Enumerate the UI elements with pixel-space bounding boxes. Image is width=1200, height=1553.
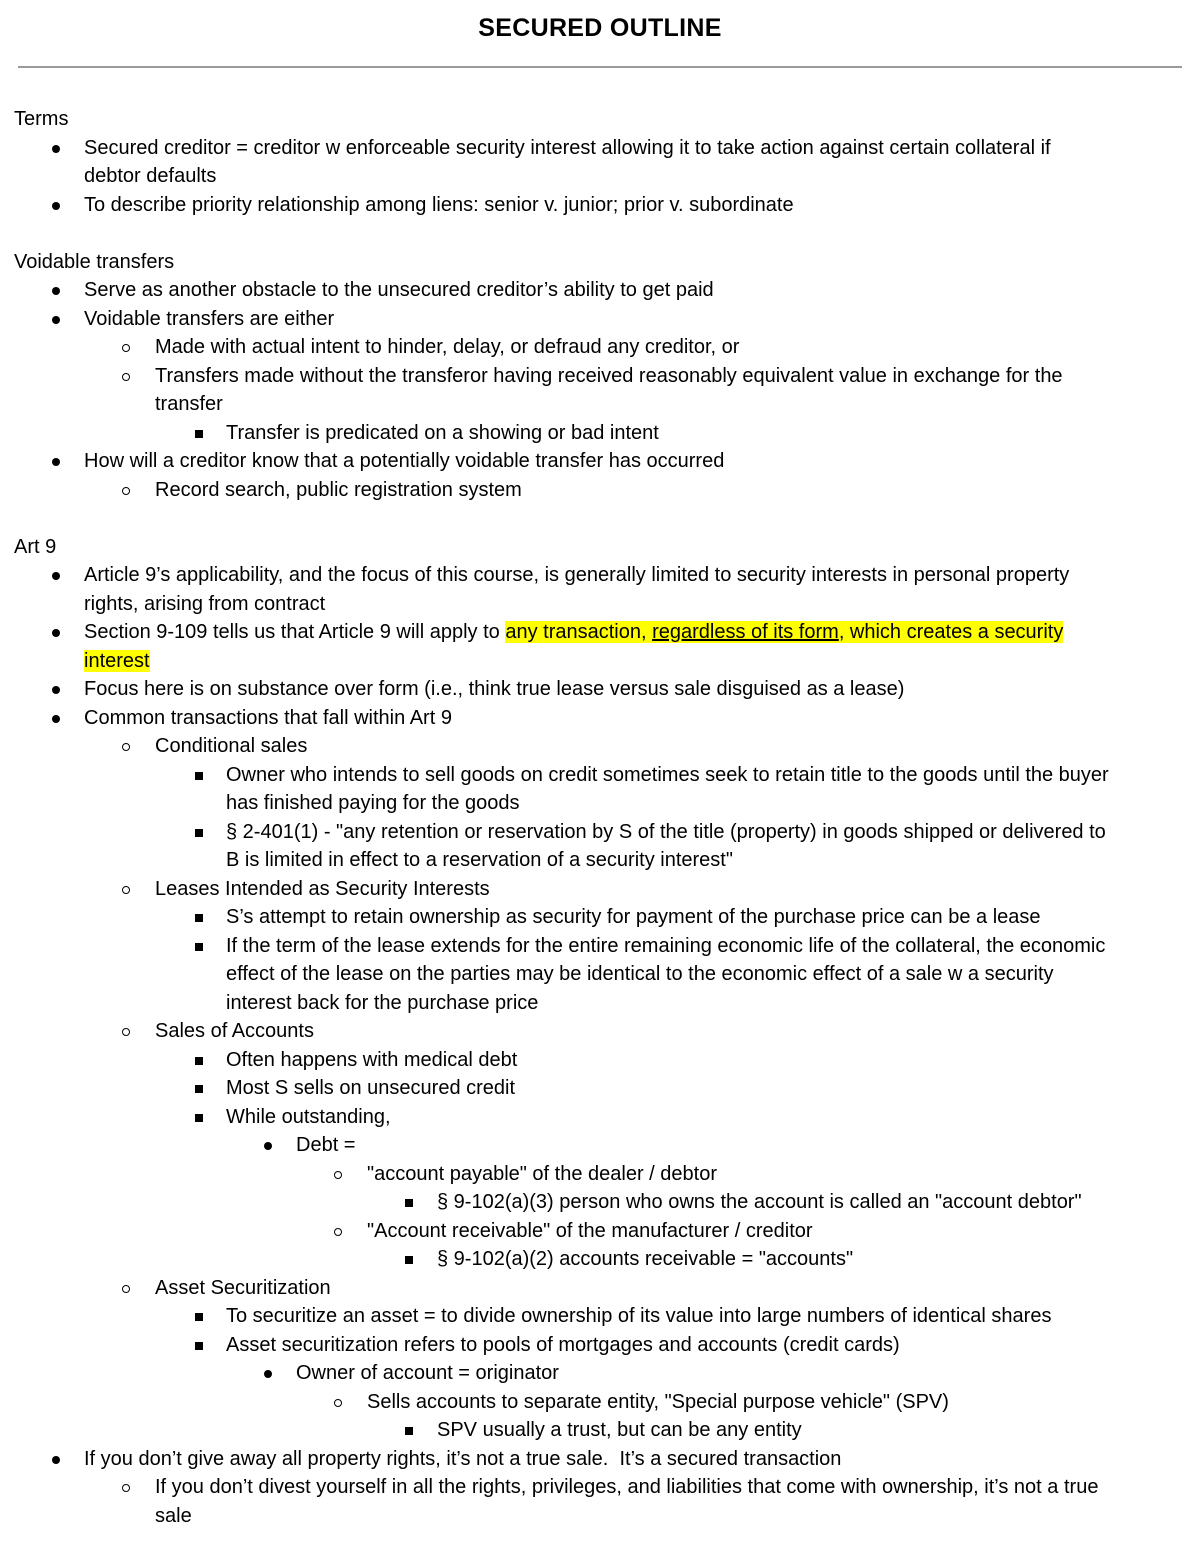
- bullet-square-icon: [403, 1188, 417, 1217]
- bullet-square-icon: [193, 1302, 207, 1331]
- list-item: Debt =: [0, 1131, 1200, 1160]
- bullet-square-icon: [193, 932, 207, 961]
- list-item: Transfers made without the transferor having received reasonably equivalent value in exchange for the: [0, 362, 1200, 391]
- bullet-square-icon: [193, 419, 207, 448]
- list-item: Serve as another obstacle to the unsecured creditor’s ability to get paid: [0, 276, 1200, 305]
- list-item: § 9-102(a)(3) person who owns the account is called an "account debtor": [0, 1188, 1200, 1217]
- list-item: Most S sells on unsecured credit: [0, 1074, 1200, 1103]
- section-heading-voidable-transfers: Voidable transfers: [14, 250, 175, 273]
- highlighted-text: any transaction,: [505, 621, 653, 643]
- list-item: Asset securitization refers to pools of mortgages and accounts (credit cards): [0, 1331, 1200, 1360]
- list-item: S’s attempt to retain ownership as security for payment of the purchase price can be a lease: [0, 903, 1200, 932]
- bullet-disc-icon: [50, 305, 64, 334]
- bullet-disc-icon: [50, 191, 64, 220]
- list-item: Record search, public registration system: [0, 476, 1200, 505]
- bullet-disc-icon: [50, 675, 64, 704]
- bullet-circle-icon: [120, 1274, 134, 1303]
- list-item: Owner who intends to sell goods on credit sometimes seek to retain title to the goods until the buyer: [0, 761, 1200, 790]
- bullet-circle-icon: [332, 1217, 346, 1246]
- document-title: SECURED OUTLINE: [478, 14, 722, 42]
- bullet-disc-icon: [50, 1445, 64, 1474]
- list-item-continuation: B is limited in effect to a reservation of a security interest": [226, 849, 733, 871]
- list-item: If you don’t divest yourself in all the rights, privileges, and liabilities that come with ownership, it’s not a true: [0, 1473, 1200, 1502]
- list-item: Often happens with medical debt: [0, 1046, 1200, 1075]
- bullet-circle-icon: [120, 1017, 134, 1046]
- list-item: "Account receivable" of the manufacturer / creditor: [0, 1217, 1200, 1246]
- bullet-disc-icon: [50, 704, 64, 733]
- section-heading-terms: Terms: [14, 108, 69, 130]
- bullet-circle-icon: [120, 476, 134, 505]
- bullet-disc-icon: [262, 1131, 276, 1160]
- bullet-circle-icon: [120, 732, 134, 761]
- list-item: § 9-102(a)(2) accounts receivable = "accounts": [0, 1245, 1200, 1274]
- bullet-circle-icon: [120, 875, 134, 904]
- bullet-circle-icon: [120, 1473, 134, 1502]
- highlighted-underlined-text: regardless of its form: [652, 621, 839, 643]
- bullet-disc-icon: [262, 1359, 276, 1388]
- list-item-continuation: debtor defaults: [84, 165, 217, 187]
- list-item: While outstanding,: [0, 1103, 1200, 1132]
- bullet-square-icon: [193, 903, 207, 932]
- bullet-square-icon: [193, 818, 207, 847]
- bullet-disc-icon: [50, 561, 64, 590]
- bullet-square-icon: [403, 1416, 417, 1445]
- list-item-continuation: effect of the lease on the parties may be identical to the economic effect of a sale w a security: [226, 963, 1054, 985]
- bullet-square-icon: [193, 1046, 207, 1075]
- list-item: Sales of Accounts: [0, 1017, 1200, 1046]
- list-item: Asset Securitization: [0, 1274, 1200, 1303]
- list-item: SPV usually a trust, but can be any entity: [0, 1416, 1200, 1445]
- list-item: Leases Intended as Security Interests: [0, 875, 1200, 904]
- list-item: § 2-401(1) - "any retention or reservation by S of the title (property) in goods shipped or delivered to: [0, 818, 1200, 847]
- list-item: Common transactions that fall within Art 9: [0, 704, 1200, 733]
- list-item-continuation: [0, 647, 1200, 676]
- section-heading-art-9: Art 9: [14, 535, 57, 558]
- highlighted-text: interest: [84, 649, 150, 672]
- bullet-square-icon: [193, 761, 207, 790]
- bullet-square-icon: [193, 1331, 207, 1360]
- bullet-square-icon: [193, 1103, 207, 1132]
- title-divider: [18, 66, 1182, 68]
- bullet-disc-icon: [50, 276, 64, 305]
- list-item-continuation: sale: [155, 1504, 192, 1527]
- spacer: [0, 504, 1200, 533]
- bullet-disc-icon: [50, 134, 64, 163]
- spacer: [0, 219, 1200, 248]
- list-item: "account payable" of the dealer / debtor: [0, 1160, 1200, 1189]
- list-item-continuation: transfer: [155, 393, 223, 415]
- highlighted-text: , which creates a security: [838, 621, 1064, 643]
- list-item: Sells accounts to separate entity, "Special purpose vehicle" (SPV): [0, 1388, 1200, 1417]
- bullet-circle-icon: [120, 362, 134, 391]
- list-item: If you don’t give away all property rights, it’s not a true sale. It’s a secured transaction: [0, 1445, 1200, 1474]
- list-item: Section 9-109 tells us that Article 9 will apply to any transaction, regardless of its form, which creates a security: [0, 618, 1200, 647]
- list-item-continuation: rights, arising from contract: [84, 592, 326, 615]
- list-item: If the term of the lease extends for the entire remaining economic life of the collateral, the economic: [0, 932, 1200, 961]
- list-item: To securitize an asset = to divide ownership of its value into large numbers of identical shares: [0, 1302, 1200, 1331]
- list-item: Article 9’s applicability, and the focus of this course, is generally limited to security interests in personal property: [0, 561, 1200, 590]
- list-item: Made with actual intent to hinder, delay, or defraud any creditor, or: [0, 333, 1200, 362]
- list-item: Focus here is on substance over form (i.e., think true lease versus sale disguised as a lease): [0, 675, 1200, 704]
- list-item: Secured creditor = creditor w enforceable security interest allowing it to take action against certain collateral if: [0, 134, 1200, 163]
- bullet-circle-icon: [120, 333, 134, 362]
- list-item: Owner of account = originator: [0, 1359, 1200, 1388]
- list-item: How will a creditor know that a potentially voidable transfer has occurred: [0, 447, 1200, 476]
- list-item: Transfer is predicated on a showing or bad intent: [0, 419, 1200, 448]
- bullet-disc-icon: [50, 447, 64, 476]
- list-item: To describe priority relationship among liens: senior v. junior; prior v. subordinate: [0, 191, 1200, 220]
- list-item-continuation: interest back for the purchase price: [226, 991, 539, 1014]
- bullet-square-icon: [403, 1245, 417, 1274]
- list-item: Voidable transfers are either: [0, 305, 1200, 334]
- bullet-circle-icon: [332, 1388, 346, 1417]
- bullet-disc-icon: [50, 618, 64, 647]
- bullet-square-icon: [193, 1074, 207, 1103]
- list-item-continuation: has finished paying for the goods: [226, 792, 520, 814]
- list-item: Conditional sales: [0, 732, 1200, 761]
- bullet-circle-icon: [332, 1160, 346, 1189]
- outline-body: [0, 105, 1200, 1530]
